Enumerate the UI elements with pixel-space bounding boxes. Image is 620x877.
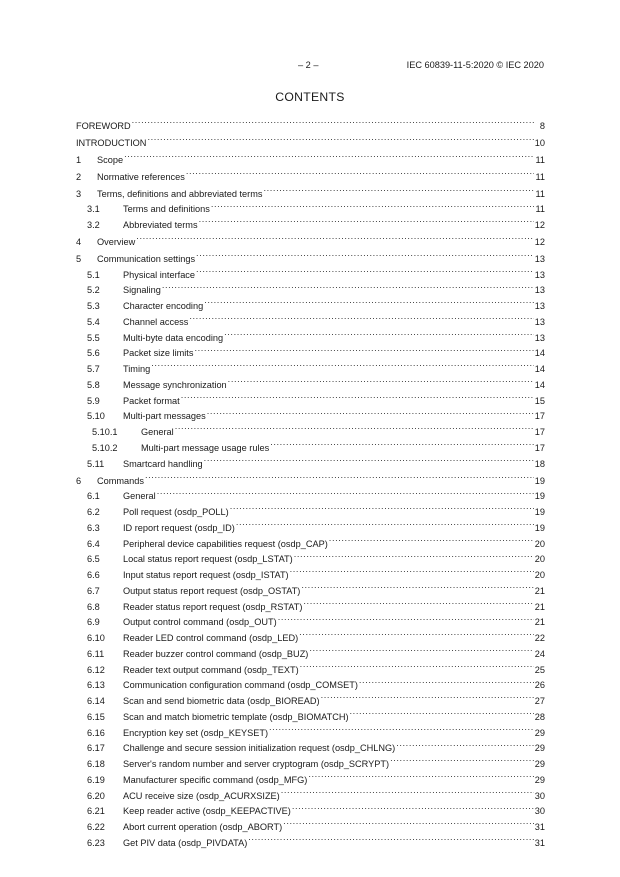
toc-entry-title: General: [123, 491, 156, 502]
toc-dot-leader: [301, 578, 533, 594]
toc-entry-number: 6.22: [87, 822, 105, 833]
toc-dot-leader: [300, 657, 534, 673]
toc-entry-number: 5.2: [87, 285, 100, 296]
toc-entry-title: Commands: [97, 475, 144, 486]
toc-dot-leader: [292, 799, 534, 815]
toc-dot-leader: [236, 515, 534, 531]
toc-entry-title: Multi-byte data encoding: [123, 332, 224, 343]
toc-entry-page: 19: [534, 522, 545, 533]
toc-dot-leader: [181, 388, 534, 404]
toc-entry-number: 6.18: [87, 759, 105, 770]
toc-dot-leader: [248, 830, 534, 846]
toc-entry-number: 6.12: [87, 664, 105, 675]
toc-entry-number: 6.20: [87, 790, 105, 801]
toc-dot-leader: [396, 736, 534, 752]
toc-entry-number: 6.19: [87, 774, 105, 785]
toc-entry-number: 4: [76, 236, 82, 247]
toc-entry-number: 5.11: [87, 458, 105, 469]
toc-dot-leader: [204, 293, 534, 309]
toc-dot-leader: [162, 278, 534, 294]
toc-dot-leader: [199, 212, 534, 228]
toc-entry-title: Scan and send biometric data (osdp_BIOREAD): [123, 696, 320, 707]
toc-entry-title: Input status report request (osdp_ISTAT): [123, 570, 289, 581]
toc-entry-page: 20: [534, 554, 545, 565]
toc-entry-page: 8: [539, 120, 545, 131]
toc-entry-page: 11: [535, 204, 545, 215]
toc-entry-number: 6.10: [87, 633, 105, 644]
toc-entry-number: 5.3: [87, 301, 100, 312]
toc-entry-number: 6.6: [87, 570, 100, 581]
toc-entry-number: 3.2: [87, 220, 100, 230]
toc-entry-number: 5.10.1: [92, 427, 118, 438]
toc-dot-leader: [269, 720, 534, 736]
toc-dot-leader: [390, 751, 534, 767]
toc-entry-page: 24: [534, 648, 545, 659]
toc-entry-page: 11: [535, 154, 545, 165]
toc-entry-page: 11: [535, 188, 545, 199]
toc-entry[interactable]: [76, 130, 545, 146]
toc-dot-leader: [207, 404, 534, 420]
toc-entry-title: Packet size limits: [123, 348, 194, 359]
toc-dot-leader: [350, 704, 534, 720]
toc-entry-title: Server's random number and server cryptogram (osdp_SCRYPT): [123, 759, 390, 770]
toc-dot-leader: [329, 531, 534, 547]
toc-entry-page: 27: [534, 696, 545, 707]
toc-entry-title: Reader buzzer control command (osdp_BUZ): [123, 648, 309, 659]
toc-entry-title: Normative references: [97, 171, 185, 182]
toc-entry-page: 14: [534, 348, 545, 359]
toc-entry-page: 15: [534, 395, 545, 406]
toc-entry-number: 2: [76, 171, 82, 182]
toc-entry-title: Reader text output command (osdp_TEXT): [123, 664, 299, 675]
toc-dot-leader: [281, 783, 534, 799]
toc-dot-leader: [204, 451, 534, 467]
toc-entry-page: 21: [534, 601, 545, 612]
toc-entry-page: 13: [534, 285, 545, 296]
toc-dot-leader: [290, 562, 534, 578]
toc-entry-number: 6.2: [87, 507, 100, 518]
toc-dot-leader: [147, 130, 533, 146]
toc-dot-leader: [136, 229, 533, 245]
toc-entry-page: 31: [534, 822, 545, 833]
toc-entry-number: 6.4: [87, 538, 100, 549]
toc-entry-page: 14: [534, 379, 545, 390]
toc-entry-title: Get PIV data (osdp_PIVDATA): [123, 837, 248, 848]
toc-entry-title: Abbreviated terms: [123, 220, 198, 230]
toc-entry-number: 5.4: [87, 316, 100, 327]
toc-entry-number: 6.1: [87, 491, 100, 502]
toc-entry-number: 5.10.2: [92, 442, 118, 453]
toc-entry-page: 28: [534, 711, 545, 722]
toc-entry-page: 30: [534, 790, 545, 801]
toc-entry-page: 21: [534, 585, 545, 596]
toc-entry-number: 5.7: [87, 364, 100, 375]
toc-entry-number: 5.1: [87, 269, 100, 280]
toc-entry-page: 17: [534, 427, 545, 438]
toc-entry-page: 19: [534, 507, 545, 518]
toc-entry-number: 6.23: [87, 837, 105, 848]
toc-entry[interactable]: [76, 468, 545, 484]
toc-entry-page: 26: [534, 680, 545, 691]
toc-entry-page: 12: [534, 220, 545, 230]
toc-entry-title: Encryption key set (osdp_KEYSET): [123, 727, 269, 738]
toc-dot-leader: [175, 419, 534, 435]
toc-entry-title: Reader status report request (osdp_RSTAT): [123, 601, 303, 612]
toc-entry-page: 20: [534, 538, 545, 549]
toc-entry-page: 29: [534, 743, 545, 754]
toc-entry-page: 10: [534, 137, 545, 148]
toc-entry-number: 6.21: [87, 806, 105, 817]
toc-dot-leader: [294, 547, 534, 563]
toc-entry-number: 1: [76, 154, 82, 165]
toc-entry-number: 6: [76, 475, 82, 486]
toc-dot-leader: [132, 113, 534, 129]
toc-entry[interactable]: [76, 229, 545, 245]
toc-entry-title: Communication settings: [97, 253, 196, 264]
toc-entry-page: 29: [534, 774, 545, 785]
toc-dot-leader: [186, 164, 534, 180]
toc-dot-leader: [321, 688, 534, 704]
toc-entry-title: Character encoding: [123, 301, 204, 312]
toc-entry-number: 6.14: [87, 696, 105, 707]
toc-entry-title: Overview: [97, 236, 136, 247]
table-of-contents: [76, 113, 545, 846]
toc-entry-page: 19: [534, 491, 545, 502]
toc-entry-title: FOREWORD: [76, 120, 131, 131]
toc-entry-page: 13: [534, 316, 545, 327]
toc-entry-title: Physical interface: [123, 269, 196, 280]
toc-entry-page: 29: [534, 759, 545, 770]
toc-entry-number: 3.1: [87, 204, 100, 215]
page-header: [0, 60, 620, 74]
toc-entry-page: 13: [534, 253, 545, 264]
toc-dot-leader: [230, 499, 534, 515]
toc-entry[interactable]: [76, 164, 545, 180]
toc-dot-leader: [189, 309, 533, 325]
toc-entry-page: 14: [534, 364, 545, 375]
toc-dot-leader: [309, 641, 533, 657]
toc-entry-page: 25: [534, 664, 545, 675]
toc-dot-leader: [228, 372, 534, 388]
toc-entry-number: 5.10: [87, 411, 105, 422]
toc-entry-number: 6.16: [87, 727, 105, 738]
toc-entry-page: 12: [534, 236, 545, 247]
toc-dot-leader: [196, 262, 534, 278]
toc-entry-title: Message synchronization: [123, 379, 227, 390]
toc-entry-title: Terms and definitions: [123, 204, 210, 215]
toc-entry-page: 22: [534, 633, 545, 644]
toc-entry-title: INTRODUCTION: [76, 137, 147, 148]
toc-dot-leader: [196, 246, 534, 262]
toc-entry-number: 6.17: [87, 743, 105, 754]
toc-entry-number: 6.15: [87, 711, 105, 722]
toc-dot-leader: [263, 181, 534, 197]
toc-entry-page: 21: [534, 617, 545, 628]
toc-entry-title: Output control command (osdp_OUT): [123, 617, 277, 628]
toc-entry-number: 5.8: [87, 379, 100, 390]
toc-entry-page: 13: [534, 301, 545, 312]
toc-entry-number: 5.5: [87, 332, 100, 343]
toc-entry[interactable]: [76, 484, 545, 500]
toc-entry-number: 6.13: [87, 680, 105, 691]
toc-entry-title: Reader LED control command (osdp_LED): [123, 633, 299, 644]
toc-dot-leader: [359, 673, 534, 689]
toc-entry-page: 19: [534, 475, 545, 486]
toc-entry[interactable]: [76, 246, 545, 262]
toc-entry-number: 6.11: [87, 648, 105, 659]
page-title: CONTENTS: [275, 90, 345, 104]
toc-entry-page: 13: [534, 269, 545, 280]
toc-entry-title: General: [141, 427, 174, 438]
toc-entry[interactable]: [76, 147, 545, 163]
toc-dot-leader: [151, 356, 534, 372]
toc-dot-leader: [283, 814, 534, 830]
toc-entry-title: Communication configuration command (osdp_COMSET): [123, 680, 358, 691]
toc-entry-page: 20: [534, 570, 545, 581]
toc-entry-title: Signaling: [123, 285, 161, 296]
toc-dot-leader: [278, 610, 534, 626]
toc-entry-title: Challenge and secure session initialization request (osdp_CHLNG): [123, 743, 396, 754]
toc-entry-number: 3: [76, 188, 82, 199]
toc-entry-title: Output status report request (osdp_OSTAT): [123, 585, 301, 596]
toc-entry-number: 5: [76, 253, 82, 264]
toc-entry-title: Manufacturer specific command (osdp_MFG): [123, 774, 308, 785]
toc-dot-leader: [145, 468, 534, 484]
toc-dot-leader: [157, 484, 534, 500]
toc-entry-page: 13: [534, 332, 545, 343]
toc-entry-page: 29: [534, 727, 545, 738]
toc-entry-page: 18: [534, 458, 545, 469]
toc-entry-number: 6.9: [87, 617, 100, 628]
toc-entry-title: Multi-part messages: [123, 411, 206, 422]
toc-entry-title: Packet format: [123, 395, 180, 406]
toc-dot-leader: [211, 197, 534, 213]
toc-entry-title: ACU receive size (osdp_ACURXSIZE): [123, 790, 280, 801]
toc-dot-leader: [194, 341, 533, 357]
toc-entry[interactable]: [76, 113, 545, 129]
toc-entry-page: 31: [534, 837, 545, 848]
toc-entry-title: ID report request (osdp_ID): [123, 522, 235, 533]
toc-dot-leader: [299, 625, 534, 641]
toc-entry-title: Poll request (osdp_POLL): [123, 507, 229, 518]
toc-entry-title: Multi-part message usage rules: [141, 442, 270, 453]
toc-entry-title: Local status report request (osdp_LSTAT): [123, 554, 293, 565]
document-reference: IEC 60839-11-5:2020 © IEC 2020: [406, 60, 544, 70]
toc-entry-title: Timing: [123, 364, 151, 375]
toc-entry-title: Keep reader active (osdp_KEEPACTIVE): [123, 806, 291, 817]
toc-entry-title: Terms, definitions and abbreviated terms: [97, 188, 263, 199]
page-number: – 2 –: [298, 60, 319, 70]
toc-entry-title: Scan and match biometric template (osdp_BIOMATCH): [123, 711, 349, 722]
toc-entry-number: 6.5: [87, 554, 100, 565]
toc-entry-title: Abort current operation (osdp_ABORT): [123, 822, 283, 833]
toc-entry-title: Peripheral device capabilities request (osdp_CAP): [123, 538, 328, 549]
toc-entry-number: 5.6: [87, 348, 100, 359]
toc-entry-page: 17: [534, 411, 545, 422]
toc-dot-leader: [308, 767, 533, 783]
toc-dot-leader: [224, 325, 534, 341]
toc-dot-leader: [270, 435, 534, 451]
toc-entry-number: 5.9: [87, 395, 100, 406]
toc-entry-title: Channel access: [123, 316, 189, 327]
toc-entry-title: Scope: [97, 154, 124, 165]
toc-entry-page: 17: [534, 442, 545, 453]
toc-entry-page: 30: [534, 806, 545, 817]
toc-entry-number: 6.8: [87, 601, 100, 612]
toc-dot-leader: [303, 594, 533, 610]
toc-entry-page: 11: [535, 171, 545, 182]
toc-entry-number: 6.3: [87, 522, 100, 533]
toc-entry-number: 6.7: [87, 585, 100, 596]
toc-entry-title: Smartcard handling: [123, 458, 203, 469]
toc-dot-leader: [124, 147, 534, 163]
